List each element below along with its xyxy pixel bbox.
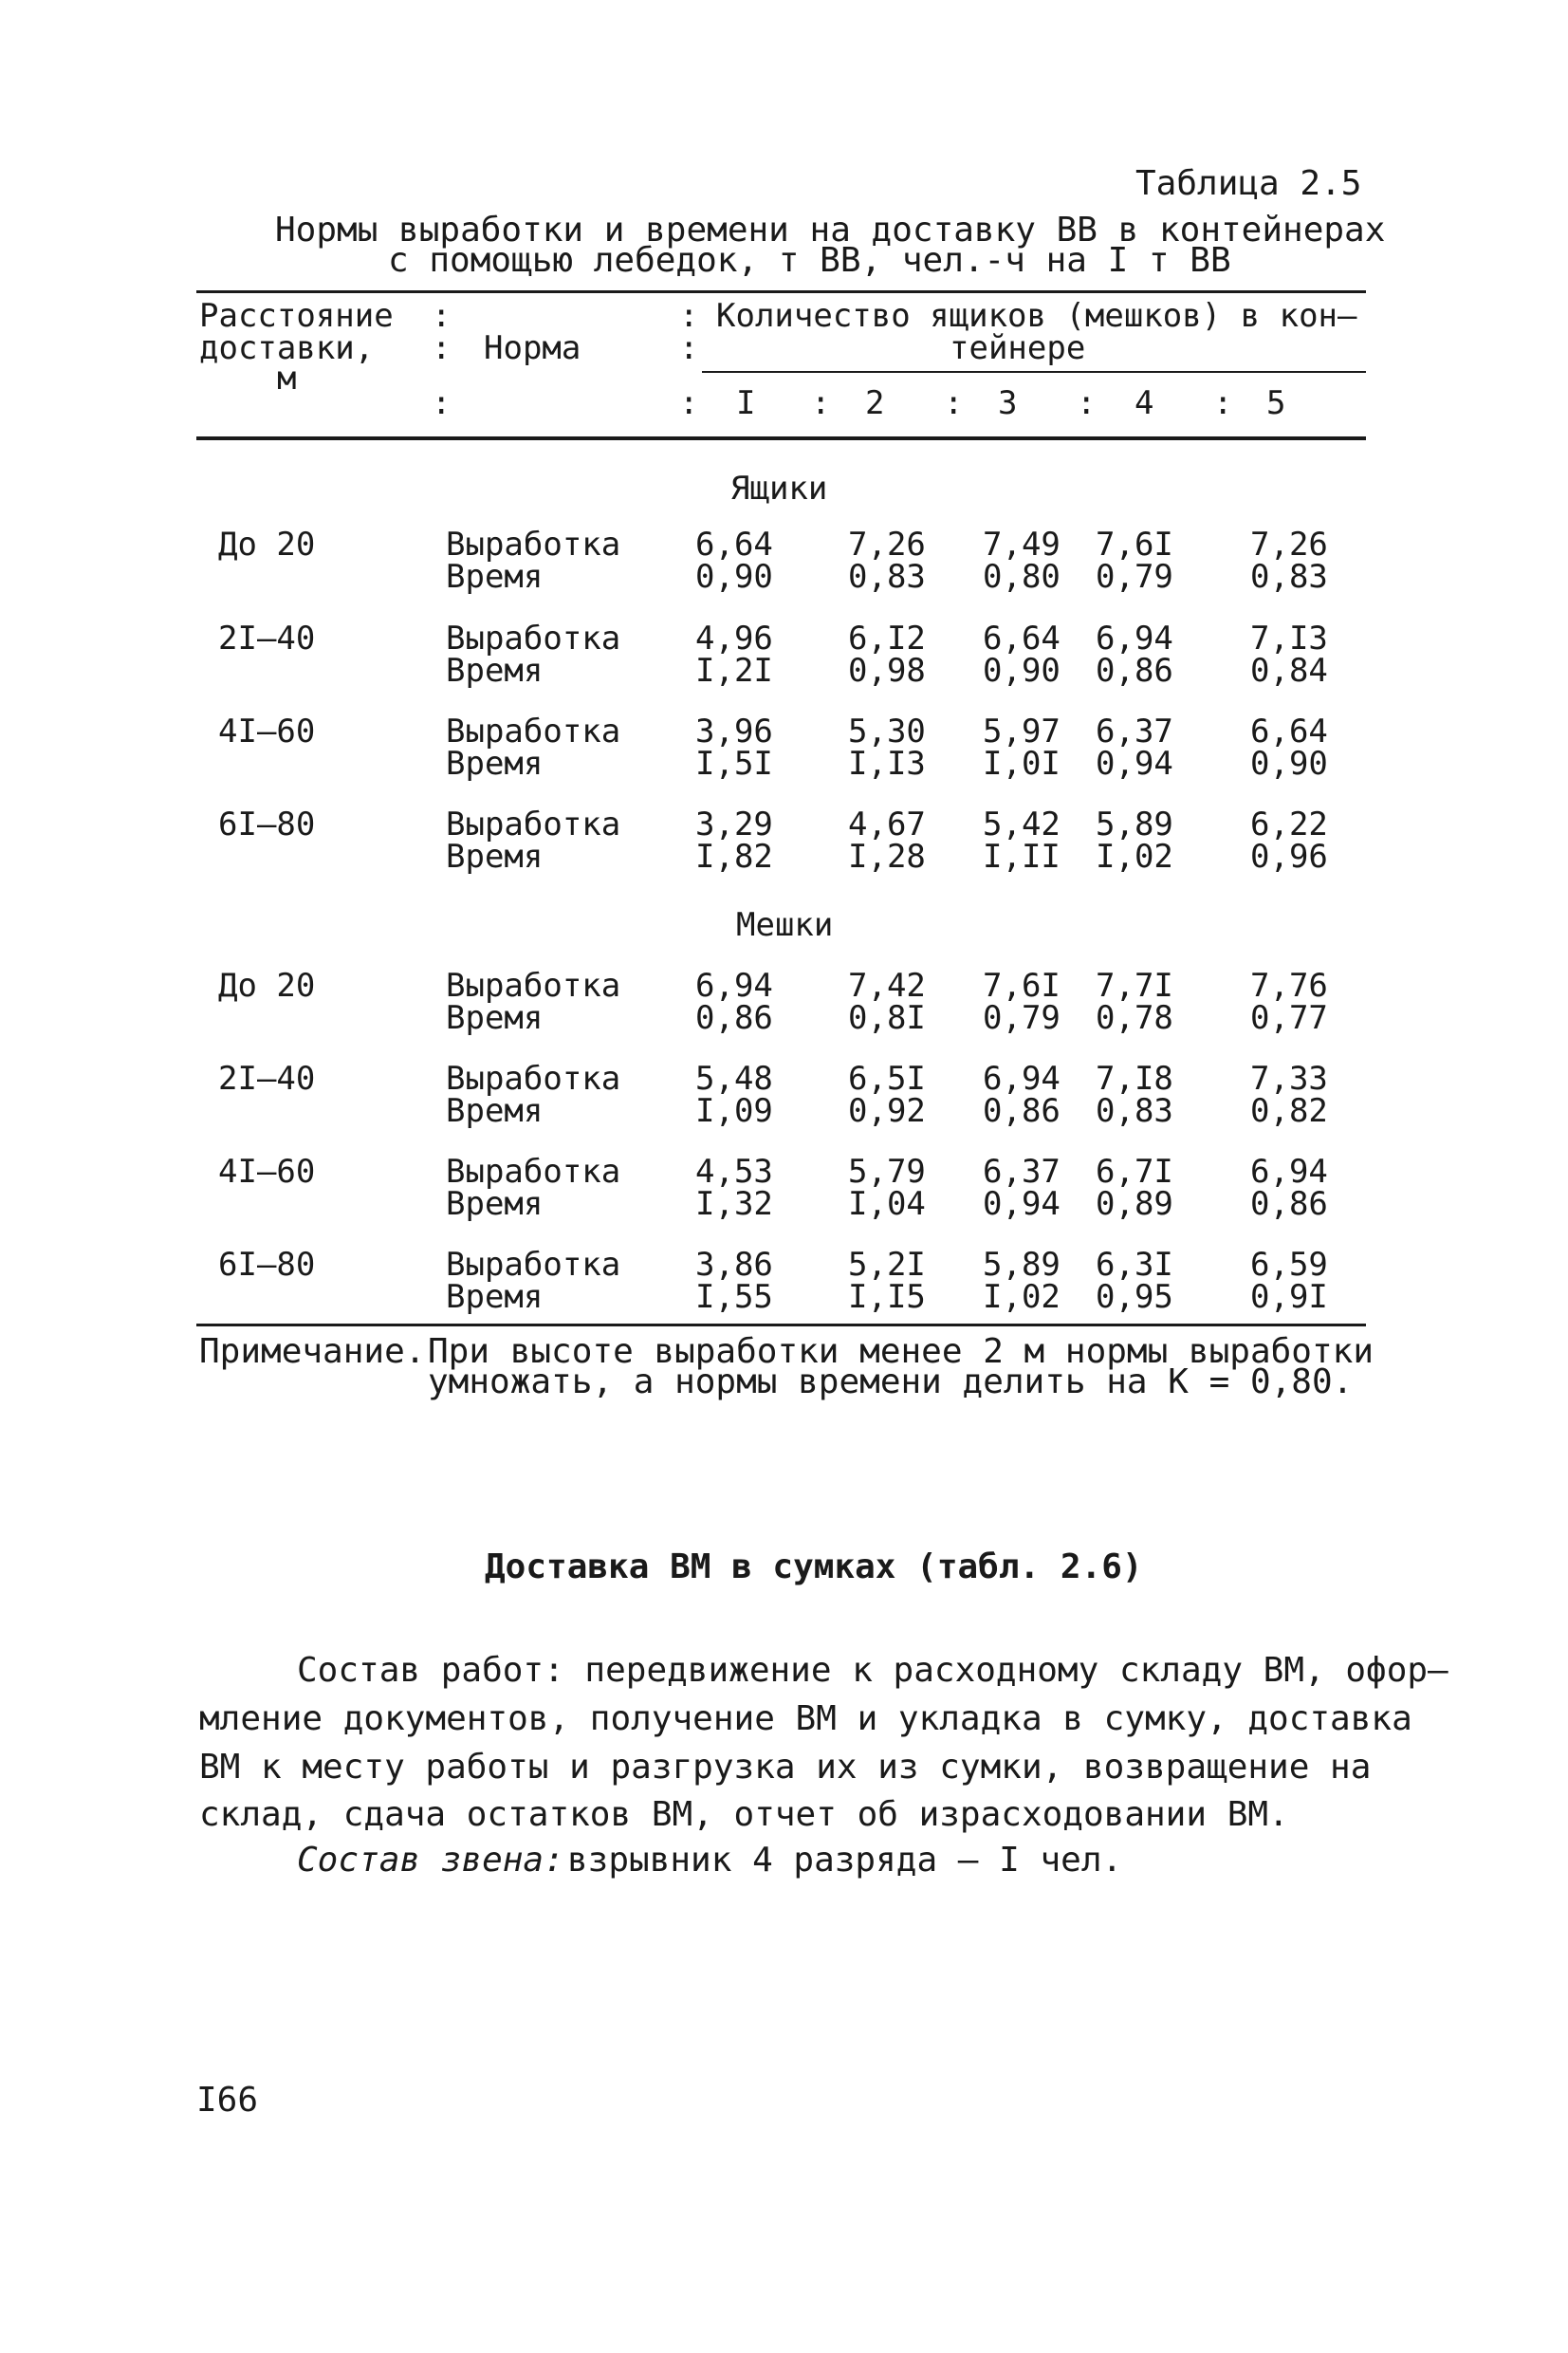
cell-output: 4,96 [695, 620, 773, 658]
header-bottom-rule [196, 436, 1366, 440]
cell-output: 7,26 [848, 526, 926, 564]
cell-output: 7,I8 [1096, 1060, 1173, 1098]
section-heading: Доставка ВМ в сумках (табл. 2.6) [485, 1547, 1143, 1586]
cell-output: 5,42 [983, 806, 1061, 843]
cell-time: 0,79 [1096, 558, 1173, 596]
cell-output: 6,22 [1250, 806, 1328, 843]
header-norm: Норма [484, 329, 581, 367]
cell-output: 6,64 [1250, 713, 1328, 750]
row-norm-time: Время [446, 838, 544, 876]
cell-time: 0,90 [1250, 745, 1328, 783]
cell-time: 0,9I [1250, 1278, 1328, 1316]
cell-output: 5,2I [848, 1246, 926, 1284]
section-title: Мешки [736, 906, 834, 944]
row-distance: 2I–40 [218, 1060, 316, 1098]
cell-time: I,04 [848, 1185, 926, 1223]
cell-time: 0,83 [848, 558, 926, 596]
row-distance: 2I–40 [218, 620, 316, 658]
cell-output: 5,89 [983, 1246, 1061, 1284]
crew-value: взрывник 4 разряда – I чел. [567, 1841, 1123, 1880]
cell-time: 0,77 [1250, 999, 1328, 1037]
header-sub-rule [702, 371, 1366, 373]
row-distance: 6I–80 [218, 1246, 316, 1284]
cell-time: I,09 [695, 1092, 773, 1130]
row-norm-output: Выработка [446, 713, 621, 750]
cell-time: I,I3 [848, 745, 926, 783]
cell-time: 0,80 [983, 558, 1061, 596]
cell-time: I,0I [983, 745, 1061, 783]
header-colon: : [432, 384, 452, 422]
cell-output: 7,49 [983, 526, 1061, 564]
header-distance-line2: доставки, [199, 329, 375, 367]
header-colon: : [679, 329, 699, 367]
cell-output: 5,89 [1096, 806, 1173, 843]
row-norm-time: Время [446, 745, 544, 783]
row-norm-output: Выработка [446, 620, 621, 658]
cell-time: 0,90 [695, 558, 773, 596]
row-norm-output: Выработка [446, 1246, 621, 1284]
cell-time: I,5I [695, 745, 773, 783]
header-colon: : [679, 384, 699, 422]
cell-time: 0,83 [1250, 558, 1328, 596]
header-col-5: 5 [1266, 384, 1286, 422]
cell-output: 6,64 [695, 526, 773, 564]
paragraph-line-2: мление документов, получение ВМ и укладка в сумку, доставка [199, 1699, 1412, 1738]
page-number: I66 [196, 2081, 259, 2120]
cell-output: 6,7I [1096, 1153, 1173, 1191]
cell-time: I,02 [983, 1278, 1061, 1316]
header-colon: : [432, 329, 452, 367]
crew-label: Состав звена: [297, 1841, 564, 1880]
cell-output: 7,33 [1250, 1060, 1328, 1098]
cell-time: 0,89 [1096, 1185, 1173, 1223]
cell-output: 7,7I [1096, 967, 1173, 1005]
cell-time: 0,95 [1096, 1278, 1173, 1316]
header-colon: : [679, 297, 699, 335]
cell-time: I,2I [695, 652, 773, 690]
cell-time: 0,92 [848, 1092, 926, 1130]
row-norm-time: Время [446, 1278, 544, 1316]
paragraph-line-3: ВМ к месту работы и разгрузка их из сумки, возвращение на [199, 1748, 1372, 1787]
cell-output: 7,76 [1250, 967, 1328, 1005]
row-norm-time: Время [446, 558, 544, 596]
cell-time: I,82 [695, 838, 773, 876]
table-caption-line2: с помощью лебедок, т ВВ, чел.-ч на I т ВВ [388, 241, 1231, 280]
cell-time: 0,78 [1096, 999, 1173, 1037]
cell-time: 0,84 [1250, 652, 1328, 690]
cell-output: 7,26 [1250, 526, 1328, 564]
cell-time: 0,86 [1096, 652, 1173, 690]
cell-output: 6,5I [848, 1060, 926, 1098]
header-colon: : [944, 384, 964, 422]
cell-time: I,55 [695, 1278, 773, 1316]
cell-output: 6,64 [983, 620, 1061, 658]
table-label: Таблица 2.5 [1135, 164, 1362, 203]
cell-time: 0,94 [983, 1185, 1061, 1223]
header-col-2: 2 [865, 384, 885, 422]
row-norm-time: Время [446, 1092, 544, 1130]
cell-output: 7,I3 [1250, 620, 1328, 658]
cell-time: 0,8I [848, 999, 926, 1037]
cell-time: 0,98 [848, 652, 926, 690]
cell-output: 6,94 [695, 967, 773, 1005]
cell-time: I,32 [695, 1185, 773, 1223]
table-caption-line1: Нормы выработки и времени на доставку ВВ в контейнерах [275, 211, 1386, 250]
row-distance: До 20 [218, 967, 316, 1005]
cell-time: 0,86 [1250, 1185, 1328, 1223]
row-norm-output: Выработка [446, 526, 621, 564]
cell-time: I,02 [1096, 838, 1173, 876]
note-label: Примечание. [199, 1332, 426, 1371]
cell-time: 0,83 [1096, 1092, 1173, 1130]
cell-time: 0,86 [983, 1092, 1061, 1130]
paragraph-line-4: склад, сдача остатков ВМ, отчет об израсходовании ВМ. [199, 1795, 1289, 1834]
cell-output: 6,59 [1250, 1246, 1328, 1284]
row-norm-output: Выработка [446, 1153, 621, 1191]
cell-time: I,I5 [848, 1278, 926, 1316]
cell-time: I,II [983, 838, 1061, 876]
header-col-1: I [736, 384, 756, 422]
row-distance: 4I–60 [218, 713, 316, 750]
cell-time: 0,94 [1096, 745, 1173, 783]
header-colon: : [432, 297, 452, 335]
cell-output: 5,97 [983, 713, 1061, 750]
cell-output: 5,79 [848, 1153, 926, 1191]
header-count-line1: Количество ящиков (мешков) в кон– [716, 297, 1357, 335]
cell-output: 6,37 [983, 1153, 1061, 1191]
header-col-4: 4 [1134, 384, 1154, 422]
section-title: Ящики [730, 470, 828, 508]
cell-output: 6,94 [1250, 1153, 1328, 1191]
row-distance: До 20 [218, 526, 316, 564]
cell-output: 3,29 [695, 806, 773, 843]
cell-output: 5,48 [695, 1060, 773, 1098]
cell-output: 7,6I [1096, 526, 1173, 564]
header-colon: : [1213, 384, 1233, 422]
row-distance: 4I–60 [218, 1153, 316, 1191]
header-distance-line3: м [277, 360, 297, 398]
table-top-rule [196, 290, 1366, 293]
cell-time: 0,79 [983, 999, 1061, 1037]
cell-output: 4,53 [695, 1153, 773, 1191]
cell-time: 0,82 [1250, 1092, 1328, 1130]
cell-output: 6,94 [1096, 620, 1173, 658]
cell-time: 0,96 [1250, 838, 1328, 876]
cell-output: 6,3I [1096, 1246, 1173, 1284]
paragraph-line-1: Состав работ: передвижение к расходному складу ВМ, офор– [297, 1651, 1448, 1690]
cell-time: I,28 [848, 838, 926, 876]
cell-output: 7,42 [848, 967, 926, 1005]
header-distance-line1: Расстояние [199, 297, 394, 335]
cell-output: 6,37 [1096, 713, 1173, 750]
header-count-line2: тейнере [950, 329, 1086, 367]
cell-output: 4,67 [848, 806, 926, 843]
header-colon: : [1077, 384, 1097, 422]
cell-output: 6,I2 [848, 620, 926, 658]
header-col-3: 3 [998, 384, 1018, 422]
row-distance: 6I–80 [218, 806, 316, 843]
row-norm-time: Время [446, 1185, 544, 1223]
cell-output: 6,94 [983, 1060, 1061, 1098]
header-colon: : [811, 384, 831, 422]
row-norm-output: Выработка [446, 806, 621, 843]
cell-time: 0,90 [983, 652, 1061, 690]
cell-time: 0,86 [695, 999, 773, 1037]
cell-output: 3,96 [695, 713, 773, 750]
row-norm-time: Время [446, 652, 544, 690]
table-bottom-rule [196, 1324, 1366, 1326]
row-norm-output: Выработка [446, 967, 621, 1005]
cell-output: 5,30 [848, 713, 926, 750]
row-norm-time: Время [446, 999, 544, 1037]
note-line2: умножать, а нормы времени делить на К = 0,80. [428, 1362, 1354, 1401]
cell-output: 7,6I [983, 967, 1061, 1005]
row-norm-output: Выработка [446, 1060, 621, 1098]
cell-output: 3,86 [695, 1246, 773, 1284]
note-line1: При высоте выработки менее 2 м нормы выработки [428, 1332, 1374, 1371]
